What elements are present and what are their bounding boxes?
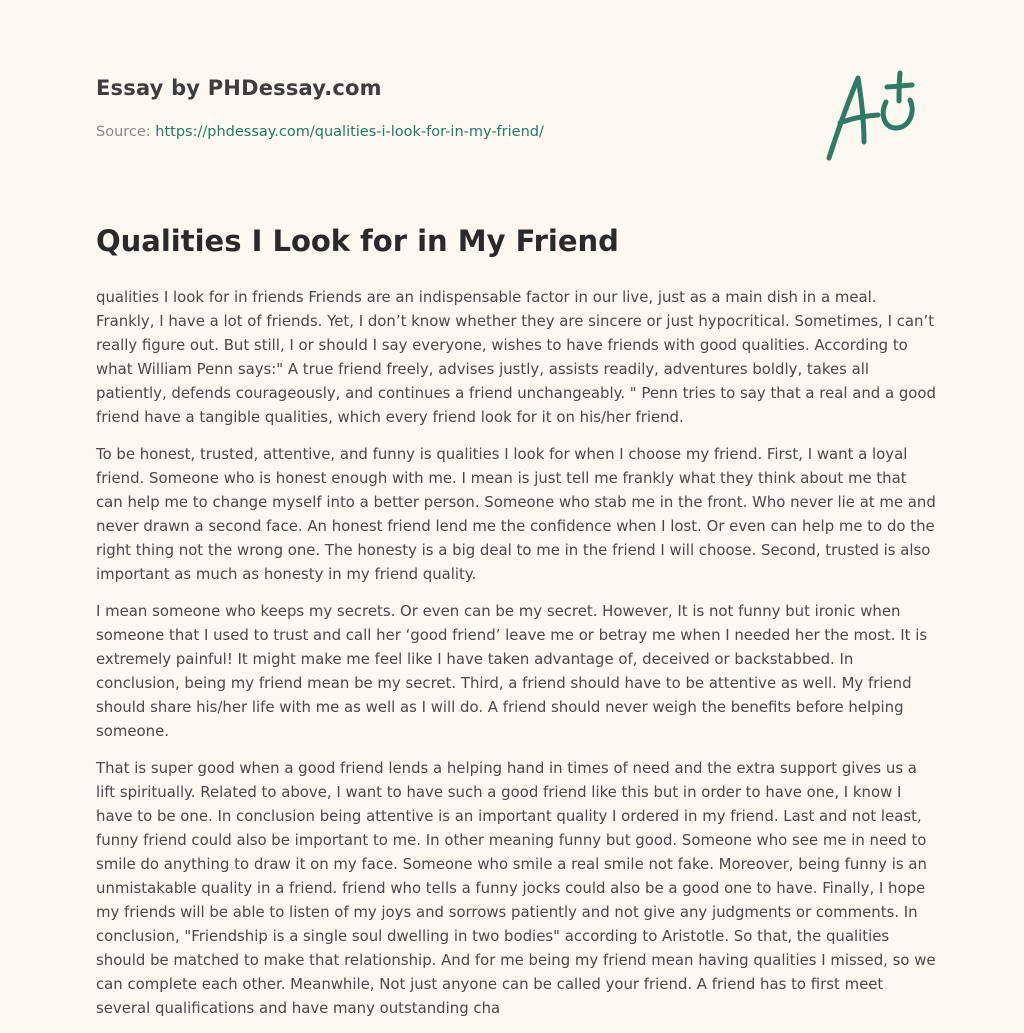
a-plus-grade-icon [820, 66, 928, 166]
source-line [96, 124, 544, 140]
essay-paragraph: To be honest, trusted, attentive, and funny is qualities I look for when I choose my friend. First, I want a loyal friend. Someone who is honest enough with me. I mean is just tell me frankly what they think about me that can help me to change myself into a better person. Someone who stab me in the front. Who never lie at me and never drawn a second face. An honest friend lend me the confidence when I lost. Or even can help me to do the right thing not the wrong one. The honesty is a big deal to me in the friend I will choose. Second, trusted is also important as much as honesty in my friend quality. [96, 445, 936, 583]
essay-body [96, 285, 938, 1033]
plus-horizontal [887, 85, 912, 87]
essay-paragraph: qualities I look for in friends Friends are an indispensable factor in our live, just as a main dish in a meal. Frankly, I have a lot of friends. Yet, I don’t know whether they are sincere or just hypocritical. Sometimes, I can’t really figure out. But still, I or should I say everyone, wishes to have friends with good qualities. According to what William Penn says:" A true friend freely, advises justly, assists readily, adventures boldly, takes all patiently, defends courageously, and continues a friend unchangeably. " Penn tries to say that a real and a good friend have a tangible qualities, which every friend look for it on his/her friend. [96, 288, 936, 426]
essay-paragraph: That is super good when a good friend lends a helping hand in times of need and the extra support gives us a lift spiritually. Related to above, I want to have such a good friend like this but in order to have one, I know I have to be one. In conclusion being attentive is an important quality I ordered in my friend. Last and not least, funny friend could also be important to me. In other meaning funny but good. Someone who see me in need to smile do anything to draw it on my face. Someone who smile a real smile not fake. Moreover, being funny is an unmistakable quality in a friend. friend who tells a funny jocks could also be a good one to have. Finally, I hope my friends will be able to listen of my joys and sorrows patiently and not give any judgments or comments. In conclusion, "Friendship is a single soul dwelling in two bodies" according to Aristotle. So that, the qualities should be matched to make that relationship. And for me being my friend mean having qualities I missed, so we can complete each other. Meanwhile, Not just anyone can be called your friend. A friend has to first meet several qualifications and have many outstanding cha [96, 759, 936, 1017]
essay-title: Qualities I Look for in My Friend [96, 224, 619, 258]
source-link[interactable]: https://phdessay.com/qualities-i-look-for-in-my-friend/ [155, 124, 544, 140]
essay-paragraph: I mean someone who keeps my secrets. Or even can be my secret. However, It is not funny but ironic when someone that I used to trust and call her ‘good friend’ leave me or betray me when I needed her the most. It is extremely painful! It might make me feel like I have taken advantage of, deceived or backstabbed. In conclusion, being my friend mean be my secret. Third, a friend should have to be attentive as well. My friend should share his/her life with me as well as I will do. A friend should never weigh the benefits before helping someone. [96, 602, 928, 740]
source-label: Source: [96, 124, 156, 140]
circle-swirl [883, 100, 912, 128]
site-brand: Essay by PHDessay.com [96, 76, 382, 100]
